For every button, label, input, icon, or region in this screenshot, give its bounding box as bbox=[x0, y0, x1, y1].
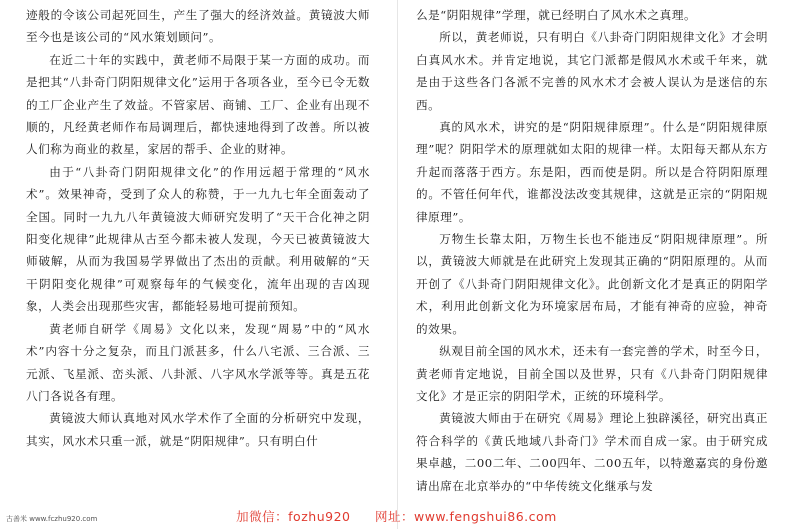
paragraph: 真的风水术，讲究的是“阴阳规律原理”。什么是“阴阳规律原理”呢？阴阳学术的原理就如太阳的规律一样。太阳每天都从东方升起而落落于西方。东是阳，西而使是阴。所以是合符阴阳原理的。不管任何年代，谁都没法改变其规律，这就是正宗的“阴阳规律原理”。 bbox=[416, 120, 768, 224]
paragraph: 在近二十年的实践中，黄老师不局限于某一方面的成功。而是把其“八卦奇门阴阳规律文化”运用于各项各业，至今已令无数的工厂企业产生了效益。不管家居、商铺、工厂、企业有出现不顺的，凡经黄老师作布局调理后，都快速地得到了改善。所以被人们称为商业的救星，家居的帮手、企业的财神。 bbox=[26, 52, 370, 157]
paragraph: 黄老师自研学《周易》文化以来，发现“周易”中的“风水术”内容十分之复杂，而且门派甚多，什么八宅派、三合派、三元派、飞星派、峦头派、八卦派、八字风水学派等等。真是五花八门各说各有理。 bbox=[26, 321, 370, 403]
right-text-column bbox=[416, 4, 768, 497]
footer bbox=[0, 507, 793, 529]
left-page bbox=[0, 0, 396, 529]
site-watermark: 古善米 www.fczhu920.com bbox=[6, 515, 98, 523]
right-page bbox=[397, 0, 793, 529]
website-text: 网址：www.fengshui86.com bbox=[374, 509, 557, 524]
contact-watermark bbox=[0, 507, 793, 525]
paragraph: 万物生长靠太阳，万物生长也不能违反“阴阳规律原理”。所以，黄镜波大师就是在此研究上发现其正确的“阴阳原理的。从而开创了《八卦奇门阴阳规律文化》。此创新文化才是真正的阴阳学术，利用此创新文化为环境家居布局，才能有神奇的应验，神奇的效果。 bbox=[416, 232, 768, 336]
paragraph: 纵观目前全国的风水术，还未有一套完善的学术，时至今日，黄老师肯定地说，目前全国以及世界，只有《八卦奇门阴阳规律文化》才是正宗的阴阳学术，正统的环境科学。 bbox=[416, 344, 768, 403]
wechat-text: 加微信：fozhu920 bbox=[236, 509, 351, 524]
paragraph: 么是“阴阳规律”学理，就已经明白了风水术之真理。 bbox=[416, 8, 697, 22]
paragraph: 所以，黄老师说，只有明白《八卦奇门阴阳规律文化》才会明白真风水术。并肯定地说，其它门派都是假风水术或千年来，就是由于这些各门各派不完善的风水术才会被人误认为是迷信的东西。 bbox=[416, 30, 768, 112]
paragraph: 黄镜波大师认真地对风水学术作了全面的分析研究中发现，其实，风水术只重一派，就是“阴阳规律”。只有明白什 bbox=[26, 411, 370, 448]
paragraph: 迹般的令该公司起死回生，产生了强大的经济效益。黄镜波大师至今也是该公司的“风水策划顾问”。 bbox=[26, 8, 370, 45]
left-text-column bbox=[26, 4, 370, 452]
paragraph: 由于“八卦奇门阴阳规律文化”的作用远超于常理的“风水术”。效果神奇，受到了众人的称赞，于一九九七年全面轰动了全国。同时一九九八年黄镜波大师研究发明了“天干合化神之阴阳变化规律”此规律从古至今都未被人发现，今天已被黄镜波大师破解，从而为我国易学界做出了杰出的贡献。利用破解的“天干阴阳变化规律”可观察每年的气候变化，流年出现的吉凶现象，人类会出现那些灾害，都能轻易地可提前预知。 bbox=[26, 164, 370, 314]
paragraph: 黄镜波大师由于在研究《周易》理论上独辟溪径，研究出真正符合科学的《黄氏地域八卦奇门》学术而自成一家。由于研究成果卓越，二00二年、二00四年、二00五年，以特邀嘉宾的身份邀请出席在北京举办的“中华传统文化继承与发 bbox=[416, 411, 768, 493]
